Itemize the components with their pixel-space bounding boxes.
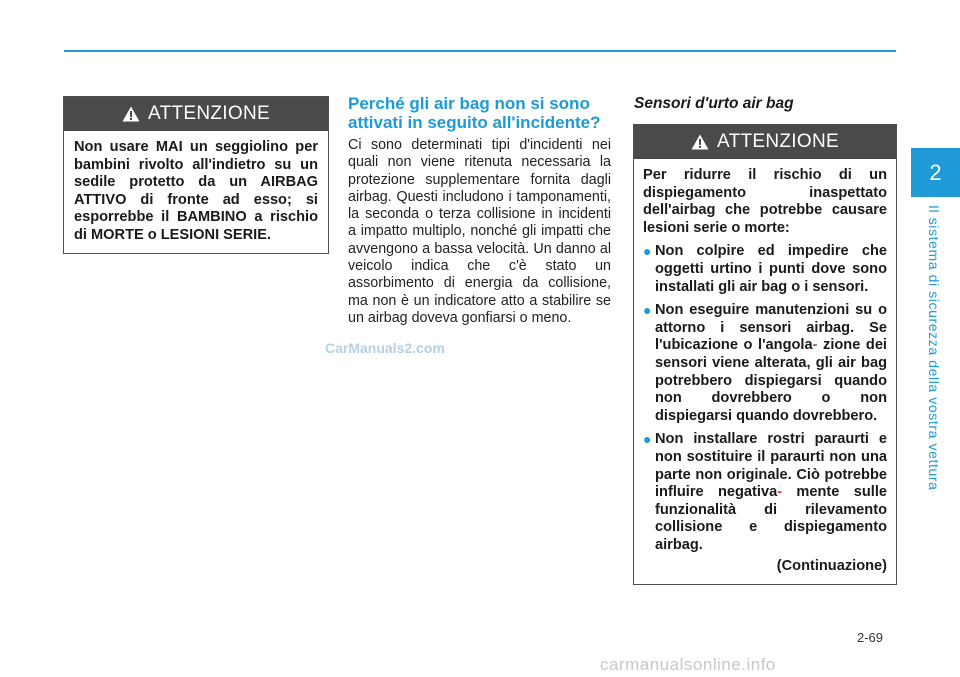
warning-header (64, 97, 328, 131)
warning-triangle-icon (691, 134, 709, 150)
continued-label: (Continuazione) (776, 558, 887, 575)
warning-content (634, 159, 896, 584)
hyphen-mark: - (812, 337, 818, 354)
warning-header-label: ATTENZIONE (148, 103, 270, 124)
watermark: CarManuals2.com (325, 340, 445, 356)
warning-header (634, 125, 896, 159)
warning-header-label: ATTENZIONE (717, 131, 839, 152)
bullet-dot-icon: ● (643, 431, 652, 448)
bullet-text-part: mente sulle funzionalità di rilevamento collisione e dispiegamento airbag. (655, 484, 887, 553)
warning-intro: Per ridurre il rischio di un dispiegamento inaspettato dell'airbag che potrebbe causare lesioni serie o morte: (643, 167, 887, 236)
warning-triangle-icon (122, 106, 140, 122)
bullet-text (655, 302, 887, 425)
footer-watermark: carmanualsonline.info (600, 655, 776, 674)
chapter-title: Il sistema di sicurezza della vostra vettura (926, 205, 942, 491)
bullet-text-part: zione dei sensori viene alterata, gli air bag potrebbero dispiegarsi quando non dovrebbero o non dispiegarsi quando dovrebbero. (655, 337, 887, 424)
warning-bullet (643, 243, 887, 296)
bullet-text-part: Non eseguire manutenzioni su o attorno i sensori airbag. Se l'ubicazione o l'angola (655, 302, 887, 354)
bullet-text-part: Non installare rostri paraurti e non sostituire il paraurti non una parte non originale. Ciò potrebbe influire negativa (655, 431, 887, 501)
warning-bullet (643, 431, 887, 554)
warning-box-sensors (633, 124, 897, 585)
warning-bullet (643, 302, 887, 425)
section-body-airbag-not-deployed: Ci sono determinati tipi d'incidenti nei quali non viene ritenuta necessaria la protezione supplementare fornita dagli airbag. Questi includono i tamponamenti, la seconda o terza collisione in incidenti a impatto multiplo, nonché gli impatti che avvengono a bassa velocità. Un danno al veicolo indica che c'è stato un assorbimento di energia da collisione, ma non è un indicatore atto a stabilire se un airbag doveva gonfiarsi o meno. (348, 137, 611, 326)
bullet-dot-icon: ● (643, 302, 652, 319)
section-title-airbag-not-deployed: Perché gli air bag non si sono attivati in seguito all'incidente? (348, 94, 601, 132)
page-number: 2-69 (857, 630, 884, 645)
warning-text: Non usare MAI un seggiolino per bambini rivolto all'indietro su un sedile protetto da un AIRBAG ATTIVO di fronte ad esso; si esporrebbe il BAMBINO a rischio di MORTE o LESIONI SERIE. (74, 139, 318, 243)
top-divider (64, 50, 896, 52)
warning-box-child-seat (63, 96, 329, 254)
section-title-crash-sensors: Sensori d'urto air bag (634, 95, 794, 112)
chapter-number-tab: 2 (911, 148, 960, 197)
bullet-text (655, 431, 887, 554)
hyphen-mark: - (777, 484, 783, 501)
bullet-text: Non colpire ed impedire che oggetti urtino i punti dove sono installati gli air bag o i sensori. (655, 243, 887, 295)
bullet-dot-icon: ● (643, 243, 652, 260)
